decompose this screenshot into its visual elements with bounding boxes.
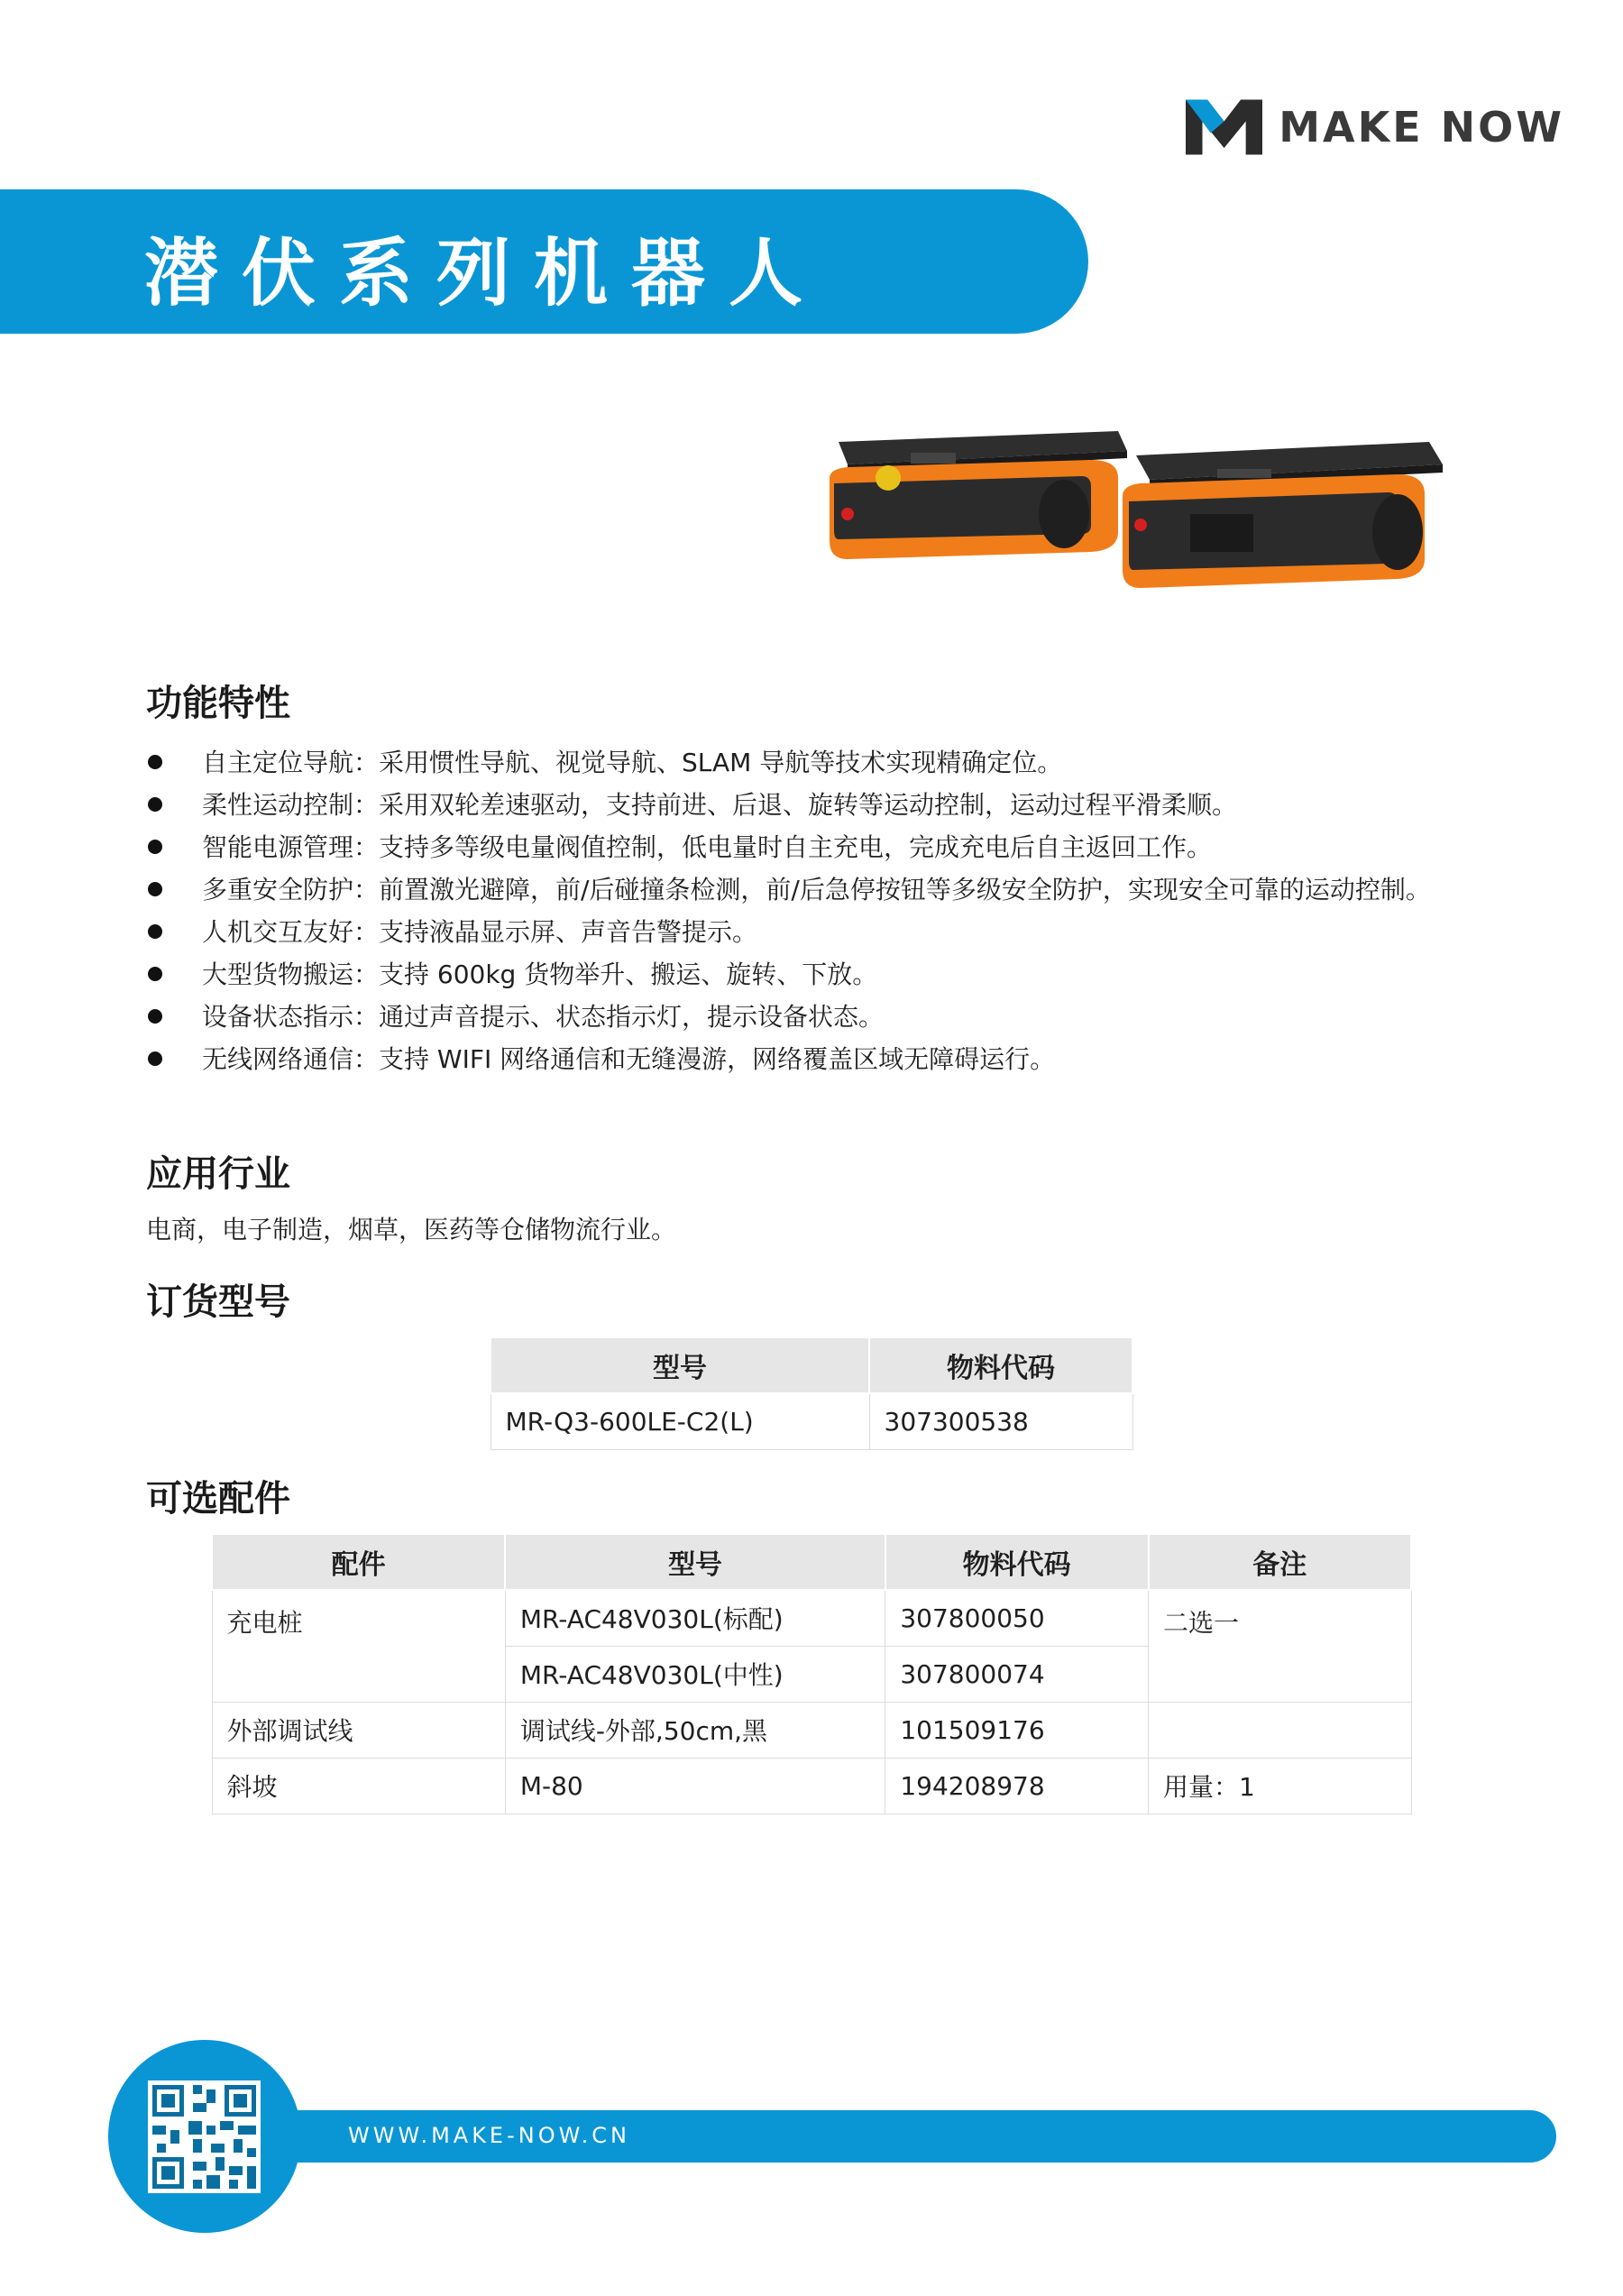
table-cell: 斜坡 bbox=[212, 1758, 505, 1814]
website-link[interactable]: WWW.MAKE-NOW.CN bbox=[348, 2123, 630, 2148]
table-row bbox=[212, 1590, 1411, 1646]
table-cell: 二选一 bbox=[1149, 1590, 1411, 1702]
list-item: 自主定位导航：采用惯性导航、视觉导航、SLAM 导航等技术实现精确定位。 bbox=[146, 741, 1517, 784]
feature-list bbox=[146, 741, 1517, 1080]
column-header: 型号 bbox=[491, 1337, 869, 1393]
make-now-logo-icon bbox=[1186, 97, 1262, 157]
table-cell: 外部调试线 bbox=[212, 1702, 505, 1758]
column-header: 型号 bbox=[505, 1534, 885, 1590]
industry-heading: 应用行业 bbox=[146, 1153, 290, 1195]
table-cell: 194208978 bbox=[885, 1758, 1149, 1814]
qr-code-icon bbox=[148, 2080, 261, 2193]
table-cell: MR-Q3-600LE-C2(L) bbox=[491, 1393, 869, 1449]
table-row bbox=[491, 1393, 1132, 1449]
table-cell: 307300538 bbox=[869, 1393, 1132, 1449]
table-header-row bbox=[491, 1337, 1132, 1393]
column-header: 备注 bbox=[1149, 1534, 1411, 1590]
accessories-table bbox=[211, 1533, 1412, 1814]
column-header: 配件 bbox=[212, 1534, 505, 1590]
list-item: 大型货物搬运：支持 600kg 货物举升、搬运、旋转、下放。 bbox=[146, 953, 1517, 996]
table-cell: 调试线-外部,50cm,黑 bbox=[505, 1702, 885, 1758]
list-item: 多重安全防护：前置激光避障，前/后碰撞条检测，前/后急停按钮等多级安全防护，实现安全可靠的运动控制。 bbox=[146, 868, 1517, 911]
table-row bbox=[212, 1758, 1411, 1814]
table-row bbox=[212, 1702, 1411, 1758]
table-header-row bbox=[212, 1534, 1411, 1590]
title-banner bbox=[0, 189, 1088, 334]
table-cell: 307800074 bbox=[885, 1646, 1149, 1702]
list-item: 人机交互友好：支持液晶显示屏、声音告警提示。 bbox=[146, 911, 1517, 953]
table-cell: 307800050 bbox=[885, 1590, 1149, 1646]
optional-heading: 可选配件 bbox=[146, 1478, 290, 1520]
logo-text: MAKE NOW bbox=[1279, 103, 1564, 152]
latent-robot-image bbox=[821, 424, 1452, 604]
list-item: 智能电源管理：支持多等级电量阀值控制，低电量时自主充电，完成充电后自主返回工作。 bbox=[146, 826, 1517, 868]
table-cell: MR-AC48V030L(标配) bbox=[505, 1590, 885, 1646]
column-header: 物料代码 bbox=[885, 1534, 1149, 1590]
order-heading: 订货型号 bbox=[146, 1281, 290, 1323]
table-cell: MR-AC48V030L(中性) bbox=[505, 1646, 885, 1702]
table-cell: 充电桩 bbox=[212, 1590, 505, 1702]
industry-text: 电商，电子制造，烟草，医药等仓储物流行业。 bbox=[146, 1215, 677, 1244]
list-item: 柔性运动控制：采用双轮差速驱动，支持前进、后退、旋转等运动控制，运动过程平滑柔顺。 bbox=[146, 784, 1517, 826]
table-cell: M-80 bbox=[505, 1758, 885, 1814]
table-cell: 101509176 bbox=[885, 1702, 1149, 1758]
table-cell: 用量：1 bbox=[1149, 1758, 1411, 1814]
order-table bbox=[490, 1336, 1133, 1450]
features-heading: 功能特性 bbox=[146, 683, 290, 724]
table-cell bbox=[1149, 1702, 1411, 1758]
list-item: 无线网络通信：支持 WIFI 网络通信和无缝漫游，网络覆盖区域无障碍运行。 bbox=[146, 1038, 1517, 1080]
list-item: 设备状态指示：通过声音提示、状态指示灯，提示设备状态。 bbox=[146, 996, 1517, 1038]
brand-logo bbox=[1186, 96, 1564, 159]
column-header: 物料代码 bbox=[869, 1337, 1132, 1393]
page-title: 潜伏系列机器人 bbox=[144, 231, 827, 317]
